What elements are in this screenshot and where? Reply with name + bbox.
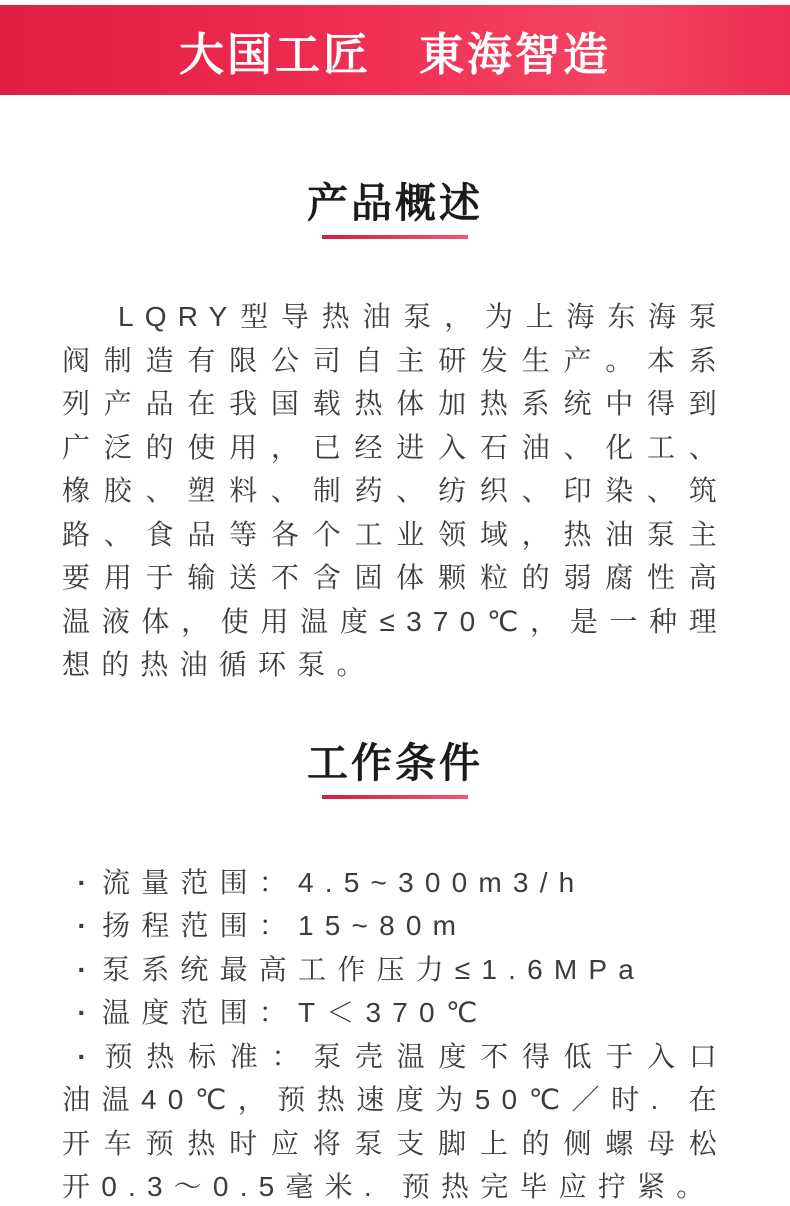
condition-item-flow <box>62 861 728 905</box>
conditions-section <box>0 739 790 1206</box>
condition-item-pressure <box>62 948 728 992</box>
overview-title-underline <box>322 235 468 239</box>
brand-banner <box>0 5 790 95</box>
condition-item-text: 流量范围：4.5~300m3/h <box>102 866 586 898</box>
condition-item-temperature <box>62 991 728 1035</box>
condition-item-text: 温度范围：T＜370℃ <box>102 997 489 1028</box>
conditions-list <box>62 861 728 1206</box>
condition-item-text: 扬程范围：15~80m <box>102 910 468 941</box>
overview-section <box>0 179 790 687</box>
overview-paragraph: LQRY型导热油泵，为上海东海泵阀制造有限公司自主研发生产。本系列产品在我国载热体加热系统中得到广泛的使用，已经进入石油、化工、橡胶、塑料、制药、纺织、印染、筑路、食品等各个工业领域，热油泵主要用于输送不含固体颗粒的弱腐性高温液体，使用温度≤370℃，是一种理想的热油循环泵。 <box>62 301 728 680</box>
condition-item-text: 泵系统最高工作压力≤1.6MPa <box>102 953 646 985</box>
bullet-dot-icon: · <box>77 910 87 941</box>
conditions-title-underline <box>322 795 468 799</box>
condition-item-head <box>62 904 728 948</box>
brand-banner-title: 大国工匠 東海智造 <box>178 28 611 80</box>
bullet-dot-icon: · <box>77 866 87 898</box>
bullet-dot-icon: · <box>77 953 87 985</box>
overview-section-title: 产品概述 <box>307 180 483 226</box>
bullet-dot-icon: · <box>77 997 87 1028</box>
condition-item-text: 预热标准：泵壳温度不得低于入口油温40℃，预热速度为50℃／时. 在开车预热时应将泵支脚上的侧螺母松开0.3～0.5毫米. 预热完毕应拧紧。 <box>62 1040 728 1202</box>
condition-item-preheat <box>62 1035 728 1206</box>
bullet-dot-icon: · <box>77 1040 87 1072</box>
conditions-section-title: 工作条件 <box>307 739 483 786</box>
